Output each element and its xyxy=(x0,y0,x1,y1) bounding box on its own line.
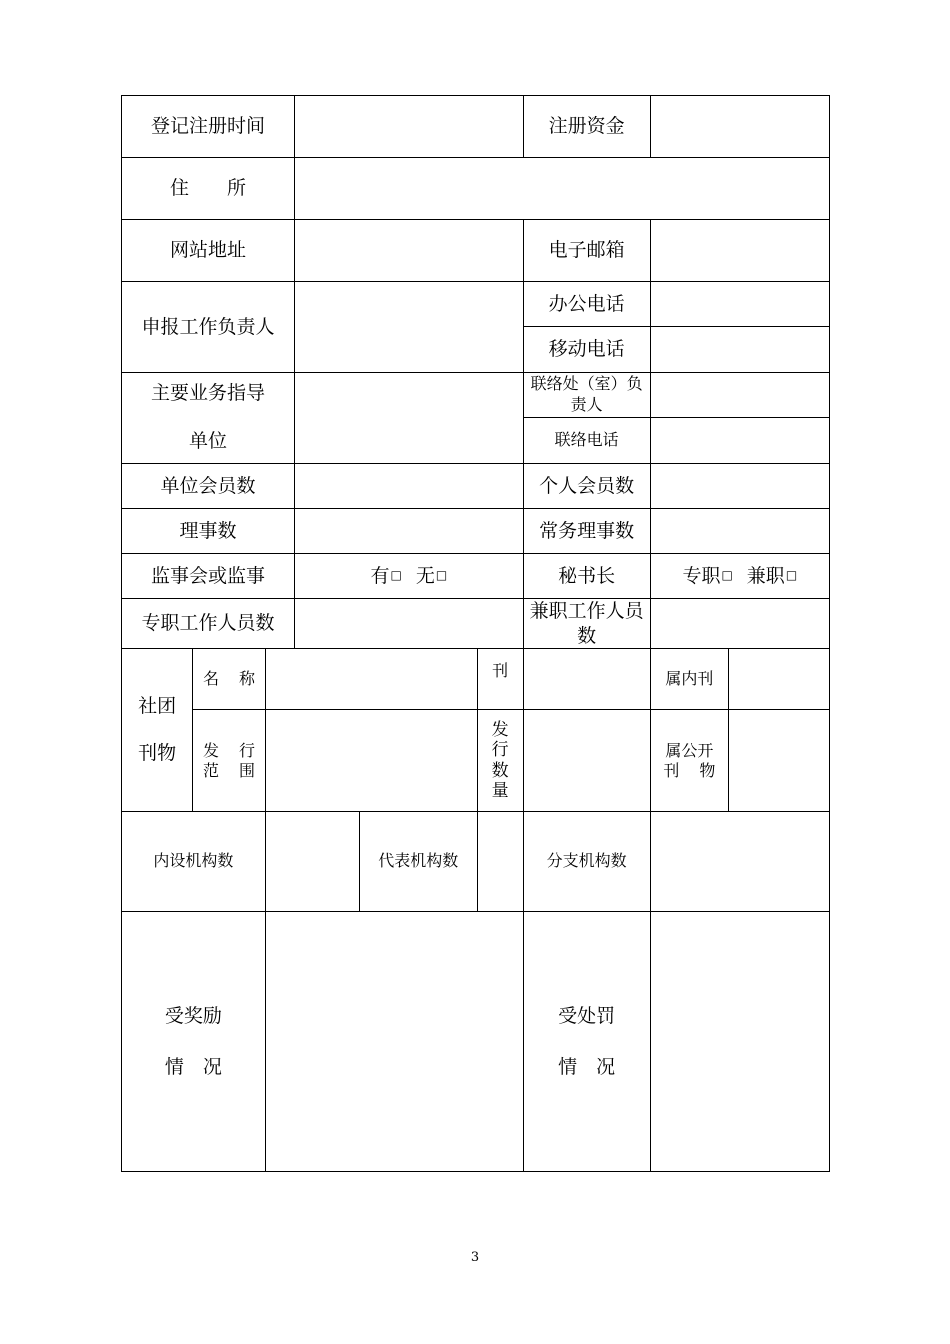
value-mobile-phone[interactable] xyxy=(650,327,829,373)
value-parttime-staff[interactable] xyxy=(650,599,829,649)
label-liaison-head: 联络处（室）负责人 xyxy=(523,373,650,418)
value-penalties[interactable] xyxy=(650,912,829,1172)
value-office-phone[interactable] xyxy=(650,282,829,327)
value-reg-capital[interactable] xyxy=(650,96,829,158)
label-count-2: 行 xyxy=(491,740,509,761)
value-magazine-count[interactable] xyxy=(523,710,650,812)
value-magazine-issue[interactable] xyxy=(523,649,650,710)
label-scope-a2: 行 xyxy=(238,740,255,760)
label-reg-time: 登记注册时间 xyxy=(122,96,295,158)
option-parttime-label: 兼职 xyxy=(746,564,785,587)
checkbox-parttime[interactable]: □ xyxy=(785,568,798,583)
label-email: 电子邮箱 xyxy=(523,220,650,282)
label-scope-a1: 发 xyxy=(202,740,219,760)
value-address[interactable] xyxy=(295,158,830,220)
value-liaison-head[interactable] xyxy=(650,373,829,418)
label-mobile-phone: 移动电话 xyxy=(523,327,650,373)
label-liaison-phone: 联络电话 xyxy=(523,418,650,464)
checkbox-fulltime[interactable]: □ xyxy=(721,568,733,583)
label-penalties-line1: 受处罚 xyxy=(558,1005,616,1028)
label-address: 住 所 xyxy=(122,158,295,220)
option-fulltime-label: 专职 xyxy=(682,564,721,587)
label-magazine-name xyxy=(193,649,265,710)
label-penalties-line2: 情 况 xyxy=(558,1055,616,1078)
label-standing-directors: 常务理事数 xyxy=(523,509,650,554)
label-rep-orgs: 代表机构数 xyxy=(360,812,477,912)
label-scope-b1: 范 xyxy=(202,760,219,780)
label-branch-orgs: 分支机构数 xyxy=(523,812,650,912)
value-fulltime-staff[interactable] xyxy=(295,599,524,649)
value-supervisory xyxy=(295,554,524,599)
label-scope-b2: 围 xyxy=(238,760,255,780)
option-has-label: 有 xyxy=(370,564,390,587)
label-awards-line2: 情 况 xyxy=(164,1055,222,1078)
label-magazine-name-a: 名 xyxy=(202,668,219,688)
label-magazine-line1: 社团 xyxy=(138,694,177,717)
value-reporter[interactable] xyxy=(295,282,524,373)
label-secretary-general: 秘书长 xyxy=(523,554,650,599)
page-number: 3 xyxy=(470,1250,480,1265)
label-reporter: 申报工作负责人 xyxy=(122,282,295,373)
value-standing-directors[interactable] xyxy=(650,509,829,554)
value-magazine-name[interactable] xyxy=(265,649,477,710)
label-directors: 理事数 xyxy=(122,509,295,554)
value-awards[interactable] xyxy=(265,912,523,1172)
value-branch-orgs[interactable] xyxy=(650,812,829,912)
value-magazine-scope[interactable] xyxy=(265,710,477,812)
label-fulltime-staff: 专职工作人员数 xyxy=(122,599,295,649)
value-website[interactable] xyxy=(295,220,524,282)
label-magazine-name-b: 称 xyxy=(238,668,255,688)
checkbox-has[interactable]: □ xyxy=(390,568,402,583)
value-reg-time[interactable] xyxy=(295,96,524,158)
label-internal-orgs: 内设机构数 xyxy=(122,812,266,912)
label-magazine-public xyxy=(650,710,729,812)
value-unit-members[interactable] xyxy=(295,464,524,509)
label-count-1: 发 xyxy=(491,720,509,741)
label-individual-members: 个人会员数 xyxy=(523,464,650,509)
label-count-3: 数 xyxy=(491,760,509,781)
value-internal-orgs[interactable] xyxy=(265,812,359,912)
value-supervisor[interactable] xyxy=(295,373,524,464)
label-magazine-issue: 刊 xyxy=(477,649,523,710)
label-parttime-staff: 兼职工作人员数 xyxy=(523,599,650,649)
label-reg-capital: 注册资金 xyxy=(523,96,650,158)
label-count-4: 量 xyxy=(491,781,509,802)
label-website: 网站地址 xyxy=(122,220,295,282)
label-penalties xyxy=(523,912,650,1172)
value-email[interactable] xyxy=(650,220,829,282)
value-liaison-phone[interactable] xyxy=(650,418,829,464)
label-magazine-scope xyxy=(193,710,265,812)
label-supervisor-line2: 单位 xyxy=(189,430,228,452)
value-individual-members[interactable] xyxy=(650,464,829,509)
value-rep-orgs[interactable] xyxy=(477,812,523,912)
label-supervisory: 监事会或监事 xyxy=(122,554,295,599)
label-office-phone: 办公电话 xyxy=(523,282,650,327)
value-magazine-internal[interactable] xyxy=(729,649,830,710)
label-supervisor xyxy=(122,373,295,464)
registration-form-table xyxy=(121,95,830,1172)
label-supervisor-line1: 主要业务指导 xyxy=(151,382,266,405)
label-magazine xyxy=(122,649,193,812)
value-directors[interactable] xyxy=(295,509,524,554)
label-magazine-line2: 刊物 xyxy=(138,742,177,765)
label-public-a: 属公开 xyxy=(665,740,714,760)
value-secretary-general xyxy=(650,554,829,599)
checkbox-none[interactable]: □ xyxy=(435,568,448,583)
label-awards xyxy=(122,912,266,1172)
value-magazine-public[interactable] xyxy=(729,710,830,812)
label-magazine-internal: 属内刊 xyxy=(650,649,729,710)
label-public-b2: 物 xyxy=(699,760,716,780)
label-public-b1: 刊 xyxy=(663,760,680,780)
option-none-label: 无 xyxy=(415,564,435,587)
label-unit-members: 单位会员数 xyxy=(122,464,295,509)
label-magazine-count xyxy=(477,710,523,812)
label-awards-line1: 受奖励 xyxy=(164,1005,222,1028)
